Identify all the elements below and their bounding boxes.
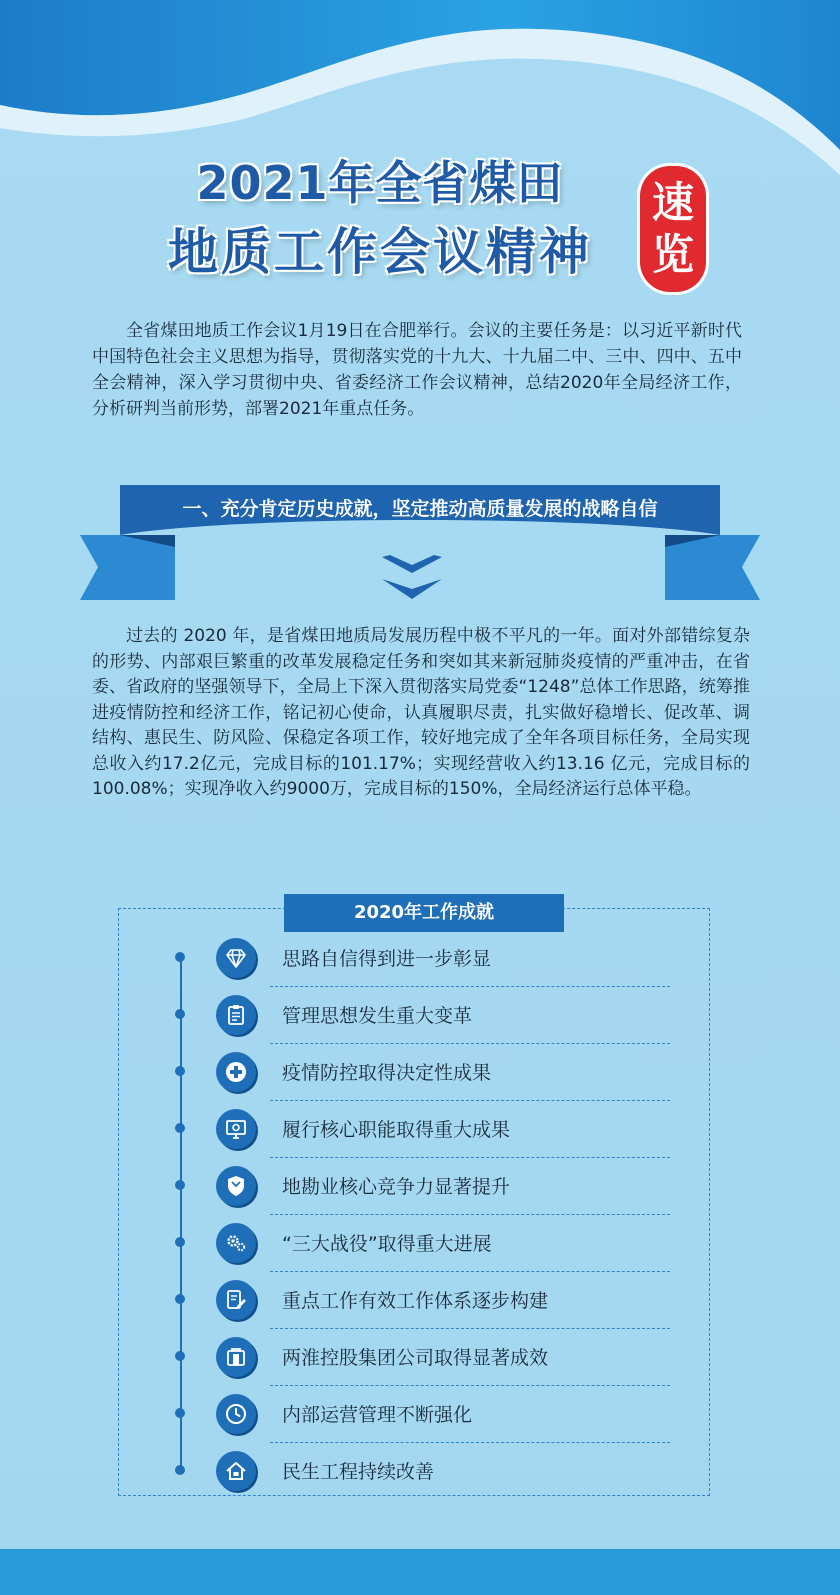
summary-paragraph: 过去的 2020 年，是省煤田地质局发展历程中极不平凡的一年。面对外部错综复杂的形势、内部艰巨繁重的改革发展稳定任务和突如其来新冠肺炎疫情的严重冲击，在省委、省政府的坚强领导下，全局上下深入贯彻落实局党委“1248”总体工作思路，统筹推进疫情防控和经济工作，铭记初心使命，认真履职尽责，扎实做好稳增长、促改革、调结构、惠民生、防风险、保稳定各项工作，较好地完成了全年各项目标任务，全局实现总收入约17.2亿元，完成目标的101.17%；实现经营收入约13.16 亿元，完成目标的100.08%；实现净收入约9000万，完成目标的150%，全局经济运行总体平稳。 (92, 626, 750, 799)
monitor-gear-icon (216, 1109, 256, 1149)
clock-icon (216, 1394, 256, 1434)
medical-cross-icon (216, 1052, 256, 1092)
item-label: “三大战役”取得重大进展 (282, 1233, 492, 1255)
item-label: 民生工程持续改善 (282, 1461, 435, 1483)
item-label: 重点工作有效工作体系逐步构建 (282, 1290, 549, 1312)
building-icon (216, 1337, 256, 1377)
list-item (170, 1101, 670, 1158)
item-label: 思路自信得到进一步彰显 (282, 948, 492, 970)
list-item (170, 1443, 670, 1500)
list-item (170, 1329, 670, 1386)
home-icon (216, 1451, 256, 1491)
title-line-2: 地质工作会议精神 (168, 223, 592, 281)
list-item (170, 1215, 670, 1272)
shield-icon (216, 1166, 256, 1206)
item-label: 地勘业核心竞争力显著提升 (282, 1176, 511, 1198)
list-item (170, 1044, 670, 1101)
timeline-dot (175, 1351, 185, 1361)
edit-document-icon (216, 1280, 256, 1320)
timeline-dot (175, 1180, 185, 1190)
badge-char-1: 速 (651, 178, 694, 227)
badge-char-2: 览 (651, 230, 694, 279)
bottom-bar (0, 1549, 840, 1595)
list-item (170, 1272, 670, 1329)
diamond-icon (216, 938, 256, 978)
gears-icon (216, 1223, 256, 1263)
list-item (170, 930, 670, 987)
timeline-dot (175, 1123, 185, 1133)
timeline-dot (175, 1009, 185, 1019)
achievements-list (170, 930, 670, 1500)
chevron-down-icon (380, 555, 444, 605)
timeline-dot (175, 1294, 185, 1304)
list-item (170, 1386, 670, 1443)
intro-paragraph: 全省煤田地质工作会议1月19日在合肥举行。会议的主要任务是：以习近平新时代中国特色社会主义思想为指导，贯彻落实党的十九大、十九届二中、三中、四中、五中全会精神，深入学习贯彻中央、省委经济工作会议精神，总结2020年全局经济工作，分析研判当前形势，部署2021年重点任务。 (92, 321, 742, 419)
item-label: 两淮控股集团公司取得显著成效 (282, 1347, 549, 1369)
quick-view-badge (640, 166, 706, 292)
title-line-1: 2021年全省煤田 (196, 156, 564, 210)
list-item (170, 1158, 670, 1215)
timeline-dot (175, 1237, 185, 1247)
clipboard-icon (216, 995, 256, 1035)
item-label: 疫情防控取得决定性成果 (282, 1062, 492, 1084)
timeline-dot (175, 1408, 185, 1418)
achievements-title: 2020年工作成就 (284, 894, 564, 932)
item-label: 履行核心职能取得重大成果 (282, 1119, 511, 1141)
page-title (120, 150, 640, 288)
timeline-dot (175, 952, 185, 962)
section-heading: 一、充分肯定历史成就，坚定推动高质量发展的战略自信 (182, 498, 658, 520)
timeline-dot (175, 1465, 185, 1475)
item-label: 内部运营管理不断强化 (282, 1404, 473, 1426)
timeline-dot (175, 1066, 185, 1076)
list-item (170, 987, 670, 1044)
item-label: 管理思想发生重大变革 (282, 1005, 473, 1027)
